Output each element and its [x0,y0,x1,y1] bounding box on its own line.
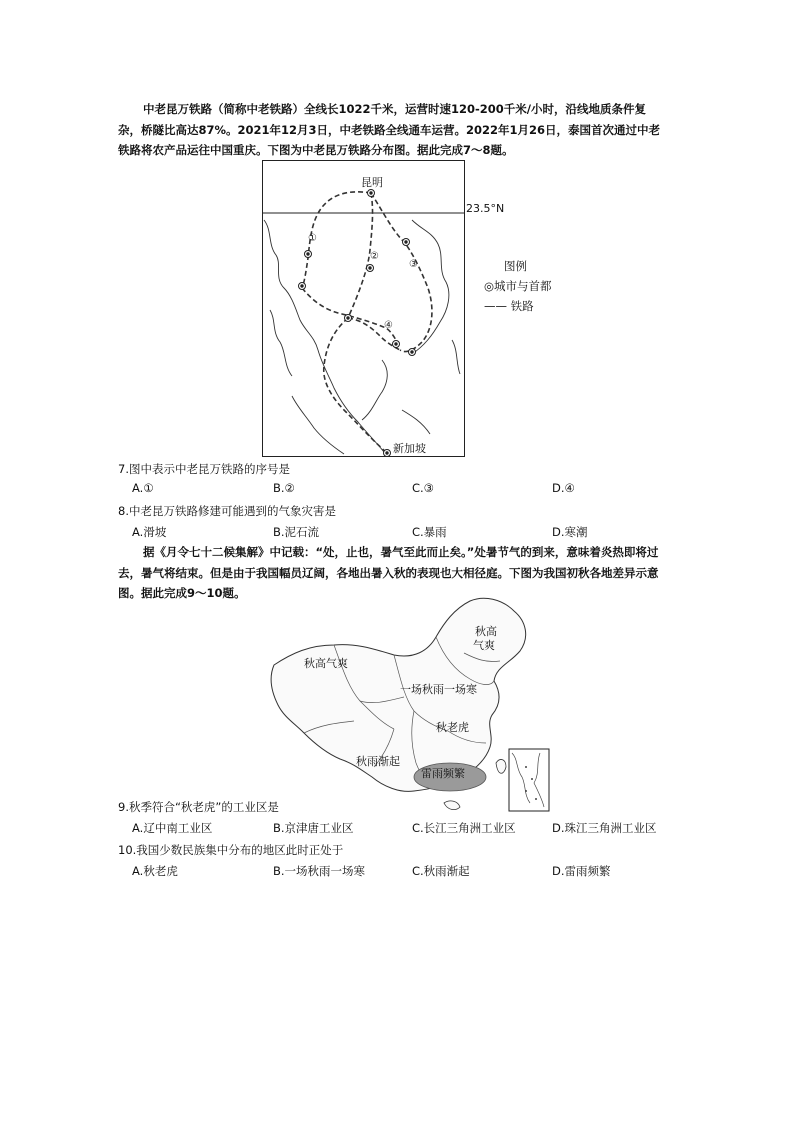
legend-title: 图例 [504,259,527,273]
q8-option-a[interactable]: A.滑坡 [132,525,167,539]
map-frame [263,161,465,457]
question-7-options [132,481,692,497]
passage-1: 中老昆万铁路（简称中老铁路）全线长1022千米，运营时速120-200千米/小时，沿线地质条件复杂，桥隧比高达87%。2021年12月3日，中老铁路全线通车运营。2022年1月26日，泰国首次通过中老铁路将农产品运往中国重庆。下图为中老昆万铁路分布图。据此完成7～8题。 [118,102,661,157]
question-8: 8.中老昆万铁路修建可能遇到的气象灾害是 [118,504,336,518]
label-northeast-1: 秋高 [475,625,497,638]
question-9: 9.秋季符合“秋老虎”的工业区是 [118,800,279,814]
label-east: 秋老虎 [436,721,469,734]
question-7: 7.图中表示中老昆万铁路的序号是 [118,462,290,476]
hainan-island [444,801,460,810]
label-northwest: 秋高气爽 [304,657,348,670]
q10-option-a[interactable]: A.秋老虎 [132,864,178,878]
question-10-options [132,863,692,879]
route-label-1: ① [308,233,317,244]
q10-option-c[interactable]: C.秋雨渐起 [412,864,470,878]
route-label-3: ③ [409,259,418,270]
map-legend [484,256,552,316]
q9-option-b[interactable]: B.京津唐工业区 [273,821,354,835]
legend-rail: —— 铁路 [484,299,534,313]
label-southwest: 秋雨渐起 [356,755,400,768]
q7-option-a[interactable]: A.① [132,481,154,495]
label-central: 一场秋雨一场寒 [400,683,477,696]
q8-option-c[interactable]: C.暴雨 [412,525,447,539]
legend-city: ◎城市与首都 [484,279,552,293]
q9-option-c[interactable]: C.长江三角洲工业区 [412,821,516,835]
q9-option-a[interactable]: A.辽中南工业区 [132,821,213,835]
q8-option-b[interactable]: B.泥石流 [273,525,320,539]
question-8-options [132,524,692,540]
q7-option-c[interactable]: C.③ [412,481,434,495]
passage-2: 据《月令七十二候集解》中记载：“处，止也，暑气至此而止矣。”处暑节气的到来，意味着炎热即将过去，暑气将结束。但是由于我国幅员辽阔，各地出暑入秋的表现也大相径庭。下图为我国初秋各地差异示意图。据此完成9～10题。 [118,545,659,600]
label-latitude: 23.5°N [466,202,505,215]
question-10: 10.我国少数民族集中分布的地区此时正处于 [118,843,344,857]
q9-option-d[interactable]: D.珠江三角洲工业区 [552,821,657,835]
label-northeast-2: 气爽 [473,639,495,652]
q7-option-d[interactable]: D.④ [552,481,575,495]
q10-option-b[interactable]: B.一场秋雨一场寒 [273,864,366,878]
label-south: 雷雨频繁 [421,767,465,780]
q10-option-d[interactable]: D.雷雨频繁 [552,864,611,878]
label-kunming: 昆明 [361,176,383,189]
route-label-4: ④ [384,320,393,331]
route-label-2: ② [370,251,379,262]
q8-option-d[interactable]: D.寒潮 [552,525,588,539]
q7-option-b[interactable]: B.② [273,481,295,495]
china-autumn-map [264,593,554,815]
question-9-options [132,820,692,836]
railway-map [262,160,465,457]
taiwan-island [496,760,506,774]
label-singapore: 新加坡 [393,442,426,455]
